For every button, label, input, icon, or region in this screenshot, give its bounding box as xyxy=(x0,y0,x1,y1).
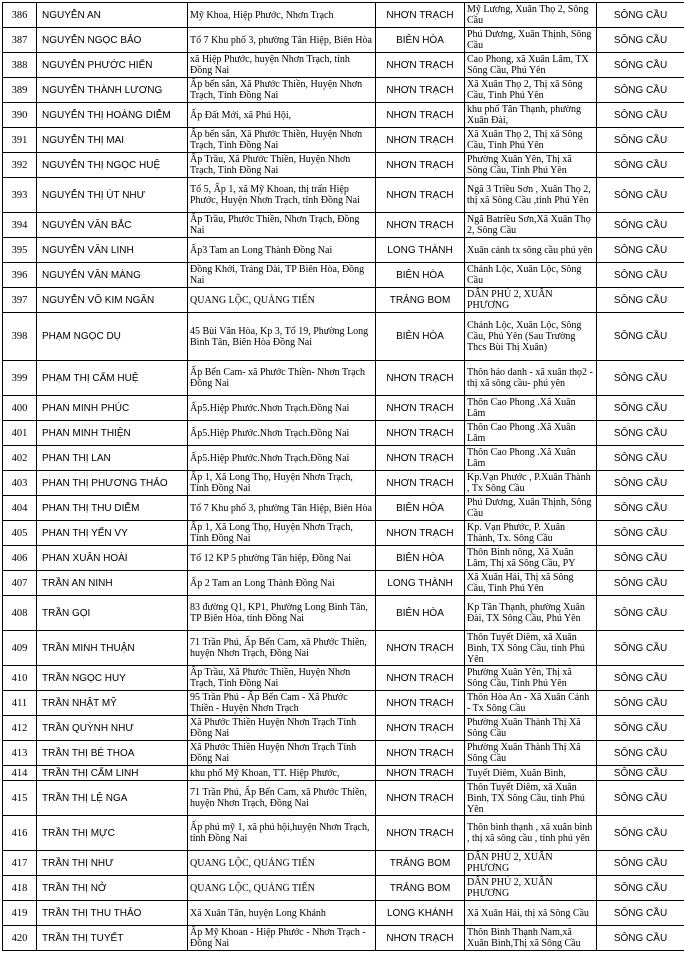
row-number-cell: 403 xyxy=(3,471,37,496)
hometown-address-cell: Chánh Lộc, Xuân Lộc, Sông Cầu, Phú Yên (Sau Trường Thcs Bùi Thị Xuân) xyxy=(465,313,597,361)
hometown-address-cell: Xã Xuân Hải, thị xã Sông Cầu xyxy=(465,901,597,926)
row-number-cell: 415 xyxy=(3,781,37,816)
table-row xyxy=(3,288,684,313)
hometown-address-cell: Thôn Cao Phong .Xã Xuân Lâm xyxy=(465,396,597,421)
table-row xyxy=(3,238,684,263)
hometown-address-cell: Phường Xuân Yên, Thị xã Sông Cầu, Tỉnh Phú Yên xyxy=(465,666,597,691)
full-name-cell: TRẦN QUỲNH NHƯ xyxy=(37,716,188,741)
district-cell: NHƠN TRẠCH xyxy=(376,666,465,691)
full-name-cell: TRẦN THỊ CẨM LINH xyxy=(37,766,188,781)
full-name-cell: TRẦN THỊ THU THẢO xyxy=(37,901,188,926)
full-name-cell: TRẦN GỌI xyxy=(37,596,188,631)
row-number-cell: 399 xyxy=(3,361,37,396)
full-name-cell: TRẦN THỊ NHƯ xyxy=(37,851,188,876)
row-number-cell: 391 xyxy=(3,128,37,153)
current-address-cell: Ấp Đất Mới, xã Phú Hội, xyxy=(188,103,376,128)
current-address-cell: QUANG LỘC, QUẢNG TIẾN xyxy=(188,876,376,901)
row-number-cell: 411 xyxy=(3,691,37,716)
full-name-cell: PHAN THỊ YẾN VY xyxy=(37,521,188,546)
hometown-address-cell: Tuyết Diêm, Xuân Bình, xyxy=(465,766,597,781)
full-name-cell: TRẦN THỊ MỰC xyxy=(37,816,188,851)
district-cell: NHƠN TRẠCH xyxy=(376,741,465,766)
destination-cell: SÔNG CẦU xyxy=(597,691,684,716)
table-row xyxy=(3,213,684,238)
destination-cell: SÔNG CẦU xyxy=(597,631,684,666)
full-name-cell: PHAN XUÂN HOÀI xyxy=(37,546,188,571)
hometown-address-cell: Xã Xuân Hải, Thị xã Sông Cầu, Tỉnh Phú Yên xyxy=(465,571,597,596)
table-row xyxy=(3,691,684,716)
row-number-cell: 397 xyxy=(3,288,37,313)
row-number-cell: 405 xyxy=(3,521,37,546)
destination-cell: SÔNG CẦU xyxy=(597,781,684,816)
current-address-cell: Ấp 2 Tam an Long Thành Đồng Nai xyxy=(188,571,376,596)
district-cell: TRẢNG BOM xyxy=(376,288,465,313)
row-number-cell: 417 xyxy=(3,851,37,876)
district-cell: BIÊN HÒA xyxy=(376,263,465,288)
hometown-address-cell: DÂN PHÚ 2, XUÂN PHƯƠNG xyxy=(465,288,597,313)
hometown-address-cell: Phường Xuân Thành Thị Xã Sông Cầu xyxy=(465,741,597,766)
table-row xyxy=(3,876,684,901)
full-name-cell: NGUYỄN PHƯỚC HIỂN xyxy=(37,53,188,78)
table-row xyxy=(3,781,684,816)
table-row xyxy=(3,596,684,631)
district-cell: NHƠN TRẠCH xyxy=(376,78,465,103)
table-row xyxy=(3,766,684,781)
district-cell: NHƠN TRẠCH xyxy=(376,781,465,816)
table-row xyxy=(3,421,684,446)
hometown-address-cell: Ngã 3 Triều Sơn , Xuân Thọ 2, thị xã Sông Cầu ,tỉnh Phú Yên xyxy=(465,178,597,213)
district-cell: NHƠN TRẠCH xyxy=(376,128,465,153)
table-row xyxy=(3,666,684,691)
row-number-cell: 401 xyxy=(3,421,37,446)
current-address-cell: Tổ 12 KP 5 phường Tân hiệp, Đồng Nai xyxy=(188,546,376,571)
full-name-cell: PHAN THỊ THU DIỄM xyxy=(37,496,188,521)
table-row xyxy=(3,926,684,951)
destination-cell: SÔNG CẦU xyxy=(597,926,684,951)
current-address-cell: 71 Trần Phú, Ấp Bến Cam, xã Phước Thiền, huyện Nhơn Trạch, Đồng Nai xyxy=(188,781,376,816)
destination-cell: SÔNG CẦU xyxy=(597,901,684,926)
table-row xyxy=(3,816,684,851)
district-cell: NHƠN TRẠCH xyxy=(376,3,465,28)
row-number-cell: 387 xyxy=(3,28,37,53)
table-row xyxy=(3,571,684,596)
table-row xyxy=(3,741,684,766)
destination-cell: SÔNG CẦU xyxy=(597,288,684,313)
row-number-cell: 395 xyxy=(3,238,37,263)
row-number-cell: 413 xyxy=(3,741,37,766)
table-row xyxy=(3,631,684,666)
destination-cell: SÔNG CẦU xyxy=(597,446,684,471)
district-cell: NHƠN TRẠCH xyxy=(376,53,465,78)
current-address-cell: Ấp Trầu, Xã Phước Thiền, Huyện Nhơn Trạch, Tỉnh Đồng Nai xyxy=(188,153,376,178)
current-address-cell: Ấp Bến Cam- xã Phước Thiền- Nhơn Trạch Đồng Nai xyxy=(188,361,376,396)
row-number-cell: 404 xyxy=(3,496,37,521)
destination-cell: SÔNG CẦU xyxy=(597,53,684,78)
destination-cell: SÔNG CẦU xyxy=(597,153,684,178)
row-number-cell: 416 xyxy=(3,816,37,851)
hometown-address-cell: Mỹ Lương, Xuân Thọ 2, Sông Cầu xyxy=(465,3,597,28)
row-number-cell: 412 xyxy=(3,716,37,741)
full-name-cell: TRẦN MINH THUẬN xyxy=(37,631,188,666)
destination-cell: SÔNG CẦU xyxy=(597,396,684,421)
full-name-cell: PHAN THỊ LAN xyxy=(37,446,188,471)
hometown-address-cell: DÂN PHÚ 2, XUÂN PHƯƠNG xyxy=(465,851,597,876)
destination-cell: SÔNG CẦU xyxy=(597,666,684,691)
row-number-cell: 409 xyxy=(3,631,37,666)
hometown-address-cell: Phú Dương, Xuân Thịnh, Sông Cầu xyxy=(465,496,597,521)
hometown-address-cell: Chánh Lộc, Xuân Lộc, Sông Cầu xyxy=(465,263,597,288)
current-address-cell: Xã Xuân Tân, huyện Long Khánh xyxy=(188,901,376,926)
hometown-address-cell: Kp Tân Thạnh, phường Xuân Đài, TX Sông Cầu, Phú Yên xyxy=(465,596,597,631)
destination-cell: SÔNG CẦU xyxy=(597,178,684,213)
full-name-cell: NGUYỄN VĂN BẮC xyxy=(37,213,188,238)
district-cell: LONG THÀNH xyxy=(376,238,465,263)
destination-cell: SÔNG CẦU xyxy=(597,766,684,781)
full-name-cell: TRẦN THỊ BÉ THOA xyxy=(37,741,188,766)
hometown-address-cell: khu phố Tân Thạnh, phường Xuân Đài, xyxy=(465,103,597,128)
full-name-cell: TRẦN AN NINH xyxy=(37,571,188,596)
district-cell: BIÊN HÒA xyxy=(376,596,465,631)
row-number-cell: 398 xyxy=(3,313,37,361)
full-name-cell: NGUYỄN VĂN LINH xyxy=(37,238,188,263)
row-number-cell: 419 xyxy=(3,901,37,926)
hometown-address-cell: Thôn Tuyết Diêm, xã Xuân Bình, TX Sông Cầu, tỉnh Phú Yên xyxy=(465,631,597,666)
current-address-cell: Ấp5.Hiệp Phước.Nhơn Trạch.Đồng Nai xyxy=(188,446,376,471)
current-address-cell: 71 Trần Phú, Ấp Bến Cam, xã Phước Thiền, huyện Nhơn Trạch, Đồng Nai xyxy=(188,631,376,666)
table-row xyxy=(3,901,684,926)
hometown-address-cell: Xuân cảnh tx sông cầu phú yên xyxy=(465,238,597,263)
full-name-cell: PHẠM NGỌC DỤ xyxy=(37,313,188,361)
row-number-cell: 392 xyxy=(3,153,37,178)
table-row xyxy=(3,396,684,421)
destination-cell: SÔNG CẦU xyxy=(597,596,684,631)
table-row xyxy=(3,153,684,178)
district-cell: NHƠN TRẠCH xyxy=(376,926,465,951)
table-row xyxy=(3,3,684,28)
current-address-cell: Ấp phú mỹ 1, xã phú hội,huyện Nhơn Trạch, tỉnh Đồng Nai xyxy=(188,816,376,851)
full-name-cell: TRẦN NHẬT MỸ xyxy=(37,691,188,716)
hometown-address-cell: Kp.Vạn Phước , P.Xuân Thành , Tx Sông Cầu xyxy=(465,471,597,496)
current-address-cell: khu phố Mỹ Khoan, TT. Hiệp Phước, xyxy=(188,766,376,781)
current-address-cell: Tổ 7 Khu phố 3, phường Tân Hiệp, Biên Hòa xyxy=(188,496,376,521)
row-number-cell: 408 xyxy=(3,596,37,631)
district-cell: NHƠN TRẠCH xyxy=(376,421,465,446)
table-row xyxy=(3,28,684,53)
row-number-cell: 400 xyxy=(3,396,37,421)
hometown-address-cell: Thôn bình thạnh , xã xuân bình , thị xã sông cầu , tỉnh phú yên xyxy=(465,816,597,851)
current-address-cell: Ấp Mỹ Khoan - Hiệp Phước - Nhơn Trạch - Đồng Nai xyxy=(188,926,376,951)
hometown-address-cell: Xã Xuân Thọ 2, Thị xã Sông Cầu, Tỉnh Phú Yên xyxy=(465,128,597,153)
current-address-cell: Ấp 1, Xã Long Thọ, Huyện Nhơn Trạch, Tỉnh Đồng Nai xyxy=(188,521,376,546)
district-cell: NHƠN TRẠCH xyxy=(376,396,465,421)
hometown-address-cell: Phú Dương, Xuân Thịnh, Sông Cầu xyxy=(465,28,597,53)
row-number-cell: 418 xyxy=(3,876,37,901)
full-name-cell: NGUYỄN VÕ KIM NGÂN xyxy=(37,288,188,313)
full-name-cell: TRẦN THỊ LỆ NGA xyxy=(37,781,188,816)
district-cell: NHƠN TRẠCH xyxy=(376,213,465,238)
full-name-cell: NGUYỄN NGỌC BẢO xyxy=(37,28,188,53)
district-cell: BIÊN HÒA xyxy=(376,496,465,521)
row-number-cell: 389 xyxy=(3,78,37,103)
hometown-address-cell: Phường Xuân Yên, Thị xã Sông Cầu, Tỉnh Phú Yên xyxy=(465,153,597,178)
hometown-address-cell: Thôn Cao Phong .Xã Xuân Lâm xyxy=(465,446,597,471)
destination-cell: SÔNG CẦU xyxy=(597,741,684,766)
destination-cell: SÔNG CẦU xyxy=(597,103,684,128)
current-address-cell: Xã Phước Thiền Huyện Nhơn Trạch Tỉnh Đồng Nai xyxy=(188,741,376,766)
table-row xyxy=(3,103,684,128)
district-cell: TRẢNG BOM xyxy=(376,851,465,876)
destination-cell: SÔNG CẦU xyxy=(597,313,684,361)
full-name-cell: NGUYỄN THÀNH LƯƠNG xyxy=(37,78,188,103)
table-row xyxy=(3,178,684,213)
row-number-cell: 420 xyxy=(3,926,37,951)
district-cell: BIÊN HÒA xyxy=(376,28,465,53)
destination-cell: SÔNG CẦU xyxy=(597,716,684,741)
hometown-address-cell: Thôn Bình Thạnh Nam,xã Xuân Bình,Thị xã Sông Cầu xyxy=(465,926,597,951)
current-address-cell: Tổ 5, Ấp 1, xã Mỹ Khoan, thị trấn Hiệp Phước, Huyện Nhơn Trạch, tỉnh Đồng Nai xyxy=(188,178,376,213)
destination-cell: SÔNG CẦU xyxy=(597,3,684,28)
district-cell: NHƠN TRẠCH xyxy=(376,153,465,178)
full-name-cell: NGUYỄN THỊ NGỌC HUỆ xyxy=(37,153,188,178)
destination-cell: SÔNG CẦU xyxy=(597,851,684,876)
row-number-cell: 407 xyxy=(3,571,37,596)
destination-cell: SÔNG CẦU xyxy=(597,876,684,901)
table-row xyxy=(3,53,684,78)
table-row xyxy=(3,361,684,396)
row-number-cell: 393 xyxy=(3,178,37,213)
current-address-cell: Ấp3 Tam an Long Thành Đồng Nai xyxy=(188,238,376,263)
table-body xyxy=(3,3,684,951)
full-name-cell: PHAN MINH PHÚC xyxy=(37,396,188,421)
current-address-cell: Xã Phước Thiền Huyện Nhơn Trạch Tỉnh Đồng Nai xyxy=(188,716,376,741)
destination-cell: SÔNG CẦU xyxy=(597,213,684,238)
destination-cell: SÔNG CẦU xyxy=(597,496,684,521)
district-cell: NHƠN TRẠCH xyxy=(376,103,465,128)
destination-cell: SÔNG CẦU xyxy=(597,571,684,596)
current-address-cell: Ấp Trầu, Xã Phước Thiền, Huyện Nhơn Trạch, Tỉnh Đồng Nai xyxy=(188,666,376,691)
table-row xyxy=(3,851,684,876)
destination-cell: SÔNG CẦU xyxy=(597,816,684,851)
table-row xyxy=(3,263,684,288)
hometown-address-cell: DÂN PHÚ 2, XUÂN PHƯƠNG xyxy=(465,876,597,901)
full-name-cell: NGUYỄN THỊ ÚT NHƯ xyxy=(37,178,188,213)
current-address-cell: Tổ 7 Khu phố 3, phường Tân Hiệp, Biên Hòa xyxy=(188,28,376,53)
full-name-cell: NGUYỄN VĂN MÀNG xyxy=(37,263,188,288)
current-address-cell: Ấp 1, Xã Long Thọ, Huyện Nhơn Trạch, Tỉnh Đồng Nai xyxy=(188,471,376,496)
destination-cell: SÔNG CẦU xyxy=(597,238,684,263)
row-number-cell: 396 xyxy=(3,263,37,288)
destination-cell: SÔNG CẦU xyxy=(597,78,684,103)
hometown-address-cell: Thôn Bình nông, Xã Xuân Lâm, Thị xã Sông Cầu, PY xyxy=(465,546,597,571)
destination-cell: SÔNG CẦU xyxy=(597,128,684,153)
full-name-cell: NGUYỄN AN xyxy=(37,3,188,28)
table-row xyxy=(3,496,684,521)
current-address-cell: 45 Bùi Văn Hòa, Kp 3, Tổ 19, Phường Long Bình Tân, Biên Hòa Đồng Nai xyxy=(188,313,376,361)
current-address-cell: Ấp5.Hiệp Phước.Nhơn Trạch.Đồng Nai xyxy=(188,421,376,446)
current-address-cell: 95 Trần Phú - Ấp Bến Cam - Xã Phước Thiền - Huyện Nhơn Trạch xyxy=(188,691,376,716)
hometown-address-cell: Phường Xuân Thành Thị Xã Sông Cầu xyxy=(465,716,597,741)
row-number-cell: 402 xyxy=(3,446,37,471)
current-address-cell: xã Hiệp Phước, huyện Nhơn Trạch, tỉnh Đồng Nai xyxy=(188,53,376,78)
table-row xyxy=(3,546,684,571)
full-name-cell: NGUYỄN THỊ MAI xyxy=(37,128,188,153)
district-cell: NHƠN TRẠCH xyxy=(376,816,465,851)
district-cell: NHƠN TRẠCH xyxy=(376,716,465,741)
current-address-cell: QUANG LỘC, QUẢNG TIẾN xyxy=(188,288,376,313)
district-cell: LONG THÀNH xyxy=(376,571,465,596)
district-cell: NHƠN TRẠCH xyxy=(376,521,465,546)
district-cell: NHƠN TRẠCH xyxy=(376,178,465,213)
destination-cell: SÔNG CẦU xyxy=(597,263,684,288)
district-cell: BIÊN HÒA xyxy=(376,313,465,361)
district-cell: BIÊN HÒA xyxy=(376,546,465,571)
table-row xyxy=(3,78,684,103)
current-address-cell: Ấp5.Hiệp Phước.Nhơn Trạch.Đồng Nai xyxy=(188,396,376,421)
district-cell: NHƠN TRẠCH xyxy=(376,361,465,396)
hometown-address-cell: Kp. Vạn Phước, P. Xuân Thành, Tx. Sông Cầu xyxy=(465,521,597,546)
current-address-cell: Ấp bến sắn, Xã Phước Thiền, Huyện Nhơn Trạch, Tỉnh Đồng Nai xyxy=(188,78,376,103)
hometown-address-cell: Thôn Hòa An - Xã Xuân Cảnh - Tx Sông Cầu xyxy=(465,691,597,716)
row-number-cell: 394 xyxy=(3,213,37,238)
destination-cell: SÔNG CẦU xyxy=(597,421,684,446)
full-name-cell: PHAN MINH THIỆN xyxy=(37,421,188,446)
destination-cell: SÔNG CẦU xyxy=(597,28,684,53)
current-address-cell: Ấp bến sắn, Xã Phước Thiền, Huyện Nhơn Trạch, Tỉnh Đồng Nai xyxy=(188,128,376,153)
district-cell: NHƠN TRẠCH xyxy=(376,766,465,781)
row-number-cell: 386 xyxy=(3,3,37,28)
hometown-address-cell: Cao Phong, xã Xuân Lâm, TX Sông Cầu, Phú Yên xyxy=(465,53,597,78)
full-name-cell: NGUYỄN THỊ HOÀNG DIỄM xyxy=(37,103,188,128)
district-cell: LONG KHÁNH xyxy=(376,901,465,926)
table-row xyxy=(3,313,684,361)
row-number-cell: 414 xyxy=(3,766,37,781)
full-name-cell: PHẠM THỊ CẨM HUỆ xyxy=(37,361,188,396)
row-number-cell: 388 xyxy=(3,53,37,78)
district-cell: TRẢNG BOM xyxy=(376,876,465,901)
full-name-cell: TRẦN THỊ TUYẾT xyxy=(37,926,188,951)
full-name-cell: TRẦN THỊ NỞ xyxy=(37,876,188,901)
row-number-cell: 390 xyxy=(3,103,37,128)
destination-cell: SÔNG CẦU xyxy=(597,361,684,396)
current-address-cell: Mỹ Khoa, Hiệp Phước, Nhơn Trạch xyxy=(188,3,376,28)
district-cell: NHƠN TRẠCH xyxy=(376,471,465,496)
row-number-cell: 410 xyxy=(3,666,37,691)
hometown-address-cell: Thôn hảo danh - xã xuân thọ2 - thị xã sông cầu- phú yên xyxy=(465,361,597,396)
table-row xyxy=(3,716,684,741)
row-number-cell: 406 xyxy=(3,546,37,571)
district-cell: NHƠN TRẠCH xyxy=(376,691,465,716)
hometown-address-cell: Ngã Batriều Sơn,Xã Xuân Thọ 2, Sông Cầu xyxy=(465,213,597,238)
current-address-cell: QUANG LỘC, QUẢNG TIẾN xyxy=(188,851,376,876)
table-row xyxy=(3,446,684,471)
district-cell: NHƠN TRẠCH xyxy=(376,446,465,471)
hometown-address-cell: Xã Xuân Thọ 2, Thị xã Sông Cầu, Tỉnh Phú Yên xyxy=(465,78,597,103)
table-row xyxy=(3,521,684,546)
destination-cell: SÔNG CẦU xyxy=(597,471,684,496)
current-address-cell: 83 đường Q1, KP1, Phường Long Bình Tân, TP Biên Hòa, tỉnh Đồng Nai xyxy=(188,596,376,631)
current-address-cell: Đồng Khởi, Trảng Dài, TP Biên Hòa, Đồng Nai xyxy=(188,263,376,288)
hometown-address-cell: Thôn Tuyết Diêm, xã Xuân Bình, TX Sông Cầu, tỉnh Phú Yên xyxy=(465,781,597,816)
destination-cell: SÔNG CẦU xyxy=(597,521,684,546)
table-row xyxy=(3,128,684,153)
full-name-cell: TRẦN NGỌC HUY xyxy=(37,666,188,691)
district-cell: NHƠN TRẠCH xyxy=(376,631,465,666)
current-address-cell: Ấp Trầu, Phước Thiền, Nhơn Trạch, Đồng Nai xyxy=(188,213,376,238)
full-name-cell: PHAN THỊ PHƯƠNG THẢO xyxy=(37,471,188,496)
table-row xyxy=(3,471,684,496)
residents-table xyxy=(2,2,684,951)
destination-cell: SÔNG CẦU xyxy=(597,546,684,571)
hometown-address-cell: Thôn Cao Phong .Xã Xuân Lâm xyxy=(465,421,597,446)
